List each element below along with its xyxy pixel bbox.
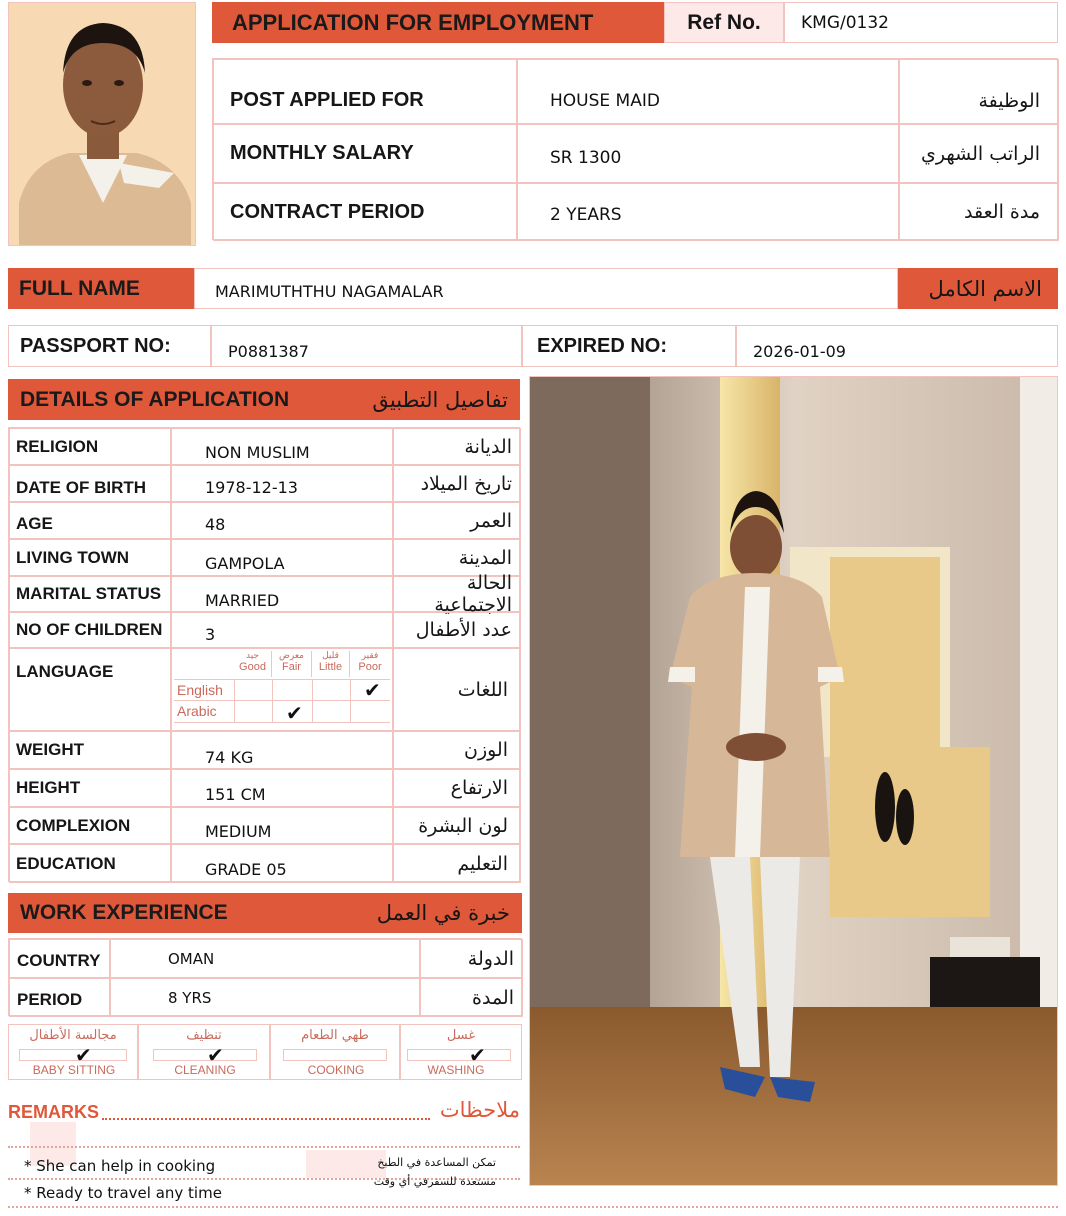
work-ar: المدة <box>420 978 523 1017</box>
work-value: OMAN <box>110 939 420 978</box>
work-ar: الدولة <box>420 939 523 978</box>
arabic-fair-check: ✔ <box>286 703 303 725</box>
full-name-label-cell <box>8 268 194 309</box>
skill-cleaning: تنظيف ✔ CLEANING <box>138 1024 270 1080</box>
full-name-ar: الاسم الكامل <box>928 276 1042 301</box>
detail-value: GAMPOLA <box>171 539 393 576</box>
post-row-2-value: SR 1300 <box>517 124 899 183</box>
remark-2: * Ready to travel any time <box>24 1184 222 1202</box>
language-grid <box>171 648 393 731</box>
skills-row <box>8 1024 522 1080</box>
detail-label: MARITAL STATUS <box>9 576 171 612</box>
baby-sitting-check: ✔ <box>75 1045 92 1067</box>
detail-ar: تاريخ الميلاد <box>393 465 521 502</box>
language-label: LANGUAGE <box>16 662 114 681</box>
expired-label-cell <box>522 325 736 367</box>
level-little: قليل Little <box>312 651 350 677</box>
detail-value: 1978-12-13 <box>171 465 393 502</box>
post-row-2-label: MONTHLY SALARY <box>213 124 517 183</box>
remark-1: * She can help in cooking <box>24 1157 216 1175</box>
detail-label: COMPLEXION <box>9 807 171 844</box>
language-label-cell <box>9 648 171 731</box>
expired-value: 2026-01-09 <box>753 341 846 361</box>
detail-value: 74 KG <box>171 731 393 769</box>
detail-value: 48 <box>171 502 393 539</box>
full-name-label: FULL NAME <box>19 276 140 300</box>
language-row-arabic: Arabic ✔ <box>174 701 390 723</box>
passport-label-cell <box>8 325 211 367</box>
remark-2-ar: مستعدة للسفرفي أي وقت <box>373 1175 496 1188</box>
detail-label: AGE <box>9 502 171 539</box>
washing-check: ✔ <box>469 1045 486 1067</box>
remarks-label-ar: ملاحظات <box>439 1098 520 1122</box>
detail-ar: الديانة <box>393 428 521 465</box>
work-title-ar: خبرة في العمل <box>376 901 510 925</box>
post-row-1-value: HOUSE MAID <box>517 59 899 124</box>
post-table <box>212 58 1058 240</box>
ref-value-cell <box>784 2 1058 43</box>
detail-ar: لون البشرة <box>393 807 521 844</box>
level-good: جيد Good <box>234 651 272 677</box>
level-poor: فقير Poor <box>358 651 382 673</box>
remarks-dots <box>102 1118 430 1120</box>
detail-value: GRADE 05 <box>171 844 393 883</box>
level-fair: معرض Fair <box>272 651 312 677</box>
details-title: DETAILS OF APPLICATION <box>20 387 290 411</box>
work-title: WORK EXPERIENCE <box>20 901 228 924</box>
remarks-line-1 <box>8 1146 520 1148</box>
detail-label: EDUCATION <box>9 844 171 883</box>
page-title: APPLICATION FOR EMPLOYMENT <box>232 9 594 35</box>
remark-1-ar: تمكن المساعدة في الطبخ <box>377 1156 496 1169</box>
detail-label: WEIGHT <box>9 731 171 769</box>
ref-label: Ref No. <box>687 10 761 34</box>
detail-label: LIVING TOWN <box>9 539 171 576</box>
detail-label: RELIGION <box>9 428 171 465</box>
detail-ar: العمر <box>393 502 521 539</box>
work-label: PERIOD <box>9 978 110 1017</box>
skill-baby-sitting: مجالسة الأطفال ✔ BABY SITTING <box>8 1024 138 1080</box>
work-heading <box>8 893 522 933</box>
details-heading <box>8 379 520 420</box>
ref-label-cell <box>664 2 784 43</box>
language-ar: اللغات <box>457 678 508 701</box>
detail-value: 3 <box>171 612 393 648</box>
expired-label: EXPIRED NO: <box>537 334 668 357</box>
detail-value: NON MUSLIM <box>171 428 393 465</box>
detail-ar: الوزن <box>393 731 521 769</box>
post-row-1-ar: الوظيفة <box>899 59 1059 124</box>
remarks-line-3 <box>8 1206 1058 1208</box>
language-row-english: English ✔ <box>174 679 390 701</box>
detail-label: NO OF CHILDREN <box>9 612 171 648</box>
detail-ar: التعليم <box>393 844 521 883</box>
detail-label: HEIGHT <box>9 769 171 807</box>
detail-ar: الحالة الاجتماعية <box>393 576 521 612</box>
detail-value: MEDIUM <box>171 807 393 844</box>
ref-value: KMG/0132 <box>801 12 889 33</box>
skill-washing: غسل ✔ WASHING <box>400 1024 522 1080</box>
work-value: 8 YRS <box>110 978 420 1017</box>
post-row-3-value: 2 YEARS <box>517 183 899 241</box>
skill-cooking: طهي الطعام COOKING <box>270 1024 400 1080</box>
full-name-ar-cell <box>898 268 1058 309</box>
passport-label: PASSPORT NO: <box>20 334 171 357</box>
work-table <box>8 938 522 1016</box>
full-name-value-cell <box>194 268 898 309</box>
full-body-photo <box>529 376 1058 1186</box>
work-label: COUNTRY <box>9 939 110 978</box>
cleaning-check: ✔ <box>207 1045 224 1067</box>
detail-value: 151 CM <box>171 769 393 807</box>
details-title-ar: تفاصيل التطبيق <box>372 387 508 412</box>
full-name-value: MARIMUTHTHU NAGAMALAR <box>215 282 444 301</box>
expired-value-cell <box>736 325 1058 367</box>
detail-value: MARRIED <box>171 576 393 612</box>
english-poor-check: ✔ <box>364 680 381 702</box>
passport-value: P0881387 <box>228 341 309 361</box>
remarks-label: REMARKS <box>8 1102 100 1122</box>
language-ar-cell <box>393 648 521 731</box>
post-row-3-ar: مدة العقد <box>899 183 1059 241</box>
post-row-2-ar: الراتب الشهري <box>899 124 1059 183</box>
details-table <box>8 427 520 882</box>
post-row-1-label: POST APPLIED FOR <box>213 59 517 124</box>
detail-ar: المدينة <box>393 539 521 576</box>
passport-value-cell <box>211 325 522 367</box>
detail-label: DATE OF BIRTH <box>9 465 171 502</box>
detail-ar: عدد الأطفال <box>393 612 521 648</box>
portrait-photo <box>8 2 196 246</box>
detail-ar: الارتفاع <box>393 769 521 807</box>
header-title-bar <box>212 2 664 43</box>
post-row-3-label: CONTRACT PERIOD <box>213 183 517 241</box>
